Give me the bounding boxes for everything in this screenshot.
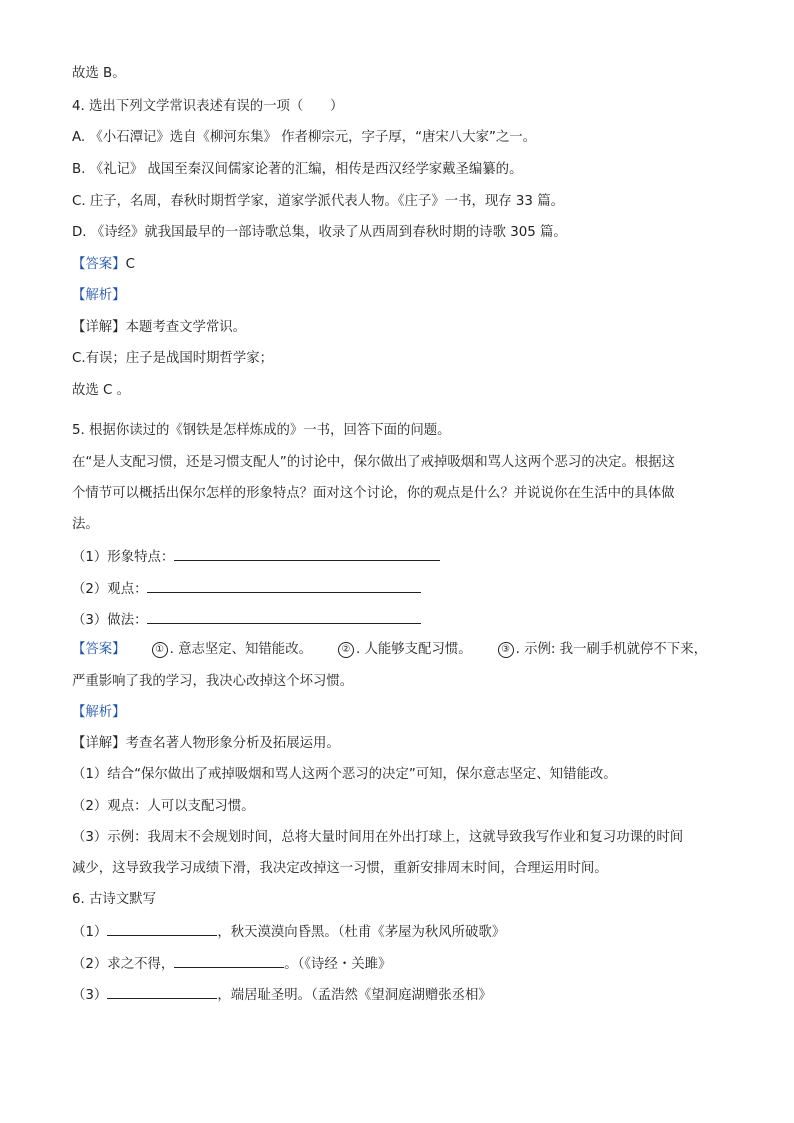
detail-tag: 【详解】 [72, 320, 126, 335]
detail-text: 考查名著人物形象分析及拓展运用。 [125, 736, 340, 751]
question-5-paragraph: 法。 [72, 517, 99, 532]
answer-blank [107, 921, 217, 936]
text-line: （2）观点：人可以支配习惯。 [72, 799, 255, 814]
answer-line [72, 255, 135, 275]
item-text: 。（《诗经・关雎》 [284, 957, 392, 972]
answer-line [72, 640, 707, 660]
item-label: （2）观点： [72, 582, 148, 597]
question-4-option-d: D. 《诗经》就我国最早的一部诗歌总集，收录了从西周到春秋时期的诗歌 305 篇。 [72, 225, 567, 240]
question-6-title: 6. 古诗文默写 [72, 892, 156, 907]
question-6-item-2 [72, 953, 391, 975]
detail-line [72, 734, 340, 754]
question-5-item-2 [72, 578, 421, 600]
analysis-tag: 【解析】 [72, 705, 126, 720]
question-5-paragraph: 在“是人支配习惯，还是习惯支配人”的讨论中，保尔做出了戒掉吸烟和骂人这两个恶习的决定。根据这 [72, 455, 676, 470]
answer-blank [147, 609, 421, 624]
answer-tag: 【答案】 [72, 257, 126, 272]
item-label: （3）做法： [72, 613, 148, 628]
answer-tag: 【答案】 [72, 642, 126, 657]
answer-blank [147, 578, 421, 593]
answer-blank [174, 546, 440, 561]
question-6-item-1 [72, 921, 505, 943]
question-6-item-3 [72, 984, 492, 1006]
analysis-line [72, 703, 126, 723]
question-5-paragraph: 个情节可以概括出保尔怎样的形象特点？面对这个讨论，你的观点是什么？并说说你在生活中的具体做 [72, 486, 675, 501]
answer-text: . 示例: 我一刷手机就停不下来， [515, 642, 707, 657]
item-label: （3） [72, 988, 108, 1003]
question-5-item-1 [72, 546, 440, 568]
circled-number-3: ③ [498, 642, 514, 658]
answer-blank [107, 984, 217, 999]
question-4-option-a: A. 《小石潭记》选自《柳河东集》 作者柳宗元，字子厚，“唐宋八大家”之一。 [72, 130, 537, 145]
detail-tag: 【详解】 [72, 736, 126, 751]
circled-number-2: ② [338, 642, 354, 658]
text-line: （3）示例：我周末不会规划时间，总将大量时间用在外出打球上，这就导致我写作业和复习功课的时间 [72, 830, 684, 845]
circled-number-1: ① [152, 642, 168, 658]
answer-text: . 人能够支配习惯。 [355, 642, 472, 657]
question-5-title: 5. 根据你读过的《钢铁是怎样炼成的》一书，回答下面的问题。 [72, 423, 451, 438]
item-label: （2）求之不得， [72, 957, 175, 972]
item-text: ，端居耻圣明。（孟浩然《望洞庭湖赠张丞相》 [217, 988, 492, 1003]
item-label: （1） [72, 925, 108, 940]
question-4-option-c: C. 庄子，名周，春秋时期哲学家，道家学派代表人物。《庄子》一书，现存 33 篇。 [72, 194, 564, 209]
question-4-title: 4. 选出下列文学常识表述有误的一项（ ） [72, 99, 344, 114]
answer-text: . 意志坚定、知错能改。 [169, 642, 312, 657]
question-5-item-3 [72, 609, 421, 631]
text-line: 减少，这导致我学习成绩下滑，我决定改掉这一习惯，重新安排周末时间，合理运用时间。 [72, 861, 608, 876]
text-line: 故选 B。 [72, 66, 126, 81]
answer-text: C [125, 257, 135, 272]
detail-line [72, 318, 246, 338]
text-line: C.有误；庄子是战国时期哲学家； [72, 351, 274, 366]
detail-text: 本题考查文学常识。 [125, 320, 247, 335]
answer-blank [174, 953, 284, 968]
question-4-option-b: B. 《礼记》 战国至秦汉间儒家论著的汇编，相传是西汉经学家戴圣编纂的。 [72, 162, 523, 177]
analysis-tag: 【解析】 [72, 288, 126, 303]
text-line: 故选 C 。 [72, 383, 131, 398]
answer-line-continued: 严重影响了我的学习，我决心改掉这个坏习惯。 [72, 674, 354, 689]
analysis-line [72, 286, 126, 306]
text-line: （1）结合“保尔做出了戒掉吸烟和骂人这两个恶习的决定”可知，保尔意志坚定、知错能改。 [72, 767, 617, 782]
item-label: （1）形象特点： [72, 550, 175, 565]
item-text: ，秋天漠漠向昏黑。（杜甫《茅屋为秋风所破歌》 [217, 925, 506, 940]
